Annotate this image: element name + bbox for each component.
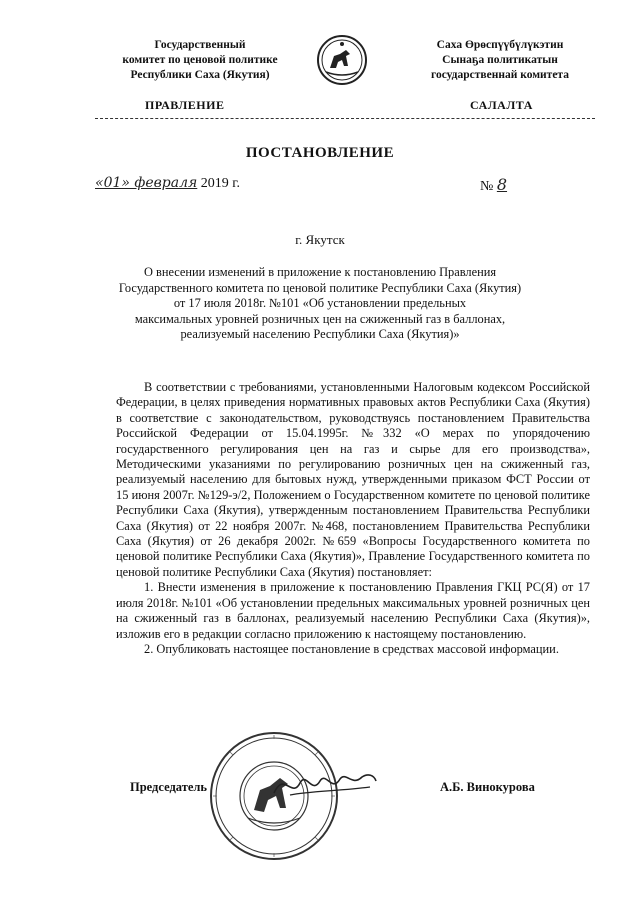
header-right-org	[400, 38, 600, 83]
signatory-title: Председатель	[130, 780, 208, 794]
subject-line: О внесении изменений в приложение к постановлению Правления	[143, 265, 497, 279]
document-title: ПОСТАНОВЛЕНИЕ	[245, 145, 395, 161]
document-date	[95, 175, 240, 192]
header-divider	[95, 118, 595, 119]
header-left-org	[100, 38, 300, 83]
header-left-line: Государственный	[154, 39, 246, 51]
header-right-dept: САЛАЛТА	[470, 98, 533, 112]
header-right-line: Сынаҕа политикатын	[442, 54, 558, 66]
header-left-dept: ПРАВЛЕНИЕ	[145, 98, 225, 112]
document-subject	[80, 265, 560, 343]
number-prefix: №	[480, 179, 494, 194]
subject-line: максимальных уровней розничных цен на сжиженный газ в баллонах,	[134, 311, 506, 326]
date-year: 2019 г.	[200, 176, 240, 191]
subject-line: реализуемый населению Республики Саха (Якутия)»	[180, 327, 460, 342]
date-handwritten: «01» февраля	[95, 175, 198, 191]
header-right-line: Саха Өрөспүүбүлүкэтин	[436, 39, 564, 51]
signatory-name: А.Б. Винокурова	[440, 780, 535, 794]
subject-line: от 17 июля 2018г. №101 «Об установлении предельных	[173, 296, 467, 311]
sakha-coat-of-arms-icon	[316, 34, 368, 86]
document-city: г. Якутск	[295, 232, 345, 247]
subject-line: Государственного комитета по ценовой политике Республики Саха (Якутия)	[118, 280, 522, 295]
body-paragraph: 2. Опубликовать настоящее постановление в средствах массовой информации.	[144, 641, 559, 656]
number-handwritten: 8	[496, 175, 508, 194]
header-left-line: Республики Саха (Якутия)	[130, 69, 270, 81]
header-right-line: государственнай комитета	[431, 69, 569, 81]
document-number	[480, 175, 507, 195]
document-body	[116, 380, 590, 657]
body-paragraph: 1. Внести изменения в приложение к постановлению Правления ГКЦ РС(Я) от 17 июля 2018г. №101 «Об установлении предельных максимальных уровней розничных цен на сжиженный газ в баллонах, реализуемый населению Республики Саха (Якутия)», изложив его в редакции согласно приложению к настоящему постановлению.	[116, 580, 590, 641]
handwritten-signature-icon	[270, 765, 380, 805]
header-left-line: комитет по ценовой политике	[122, 54, 278, 66]
body-paragraph: В соответствии с требованиями, установленными Налоговым кодексом Российской Федерации, в целях приведения нормативных правовых актов Республики Саха (Якутия) в соответствие с законодательством, руководствуясь постановлением Правительства Российской Федерации от 15.04.1995г. №332 «О мерах по упорядочению государственного регулирования цен на газ и сырье для его производства», Методическими указаниями по регулированию розничных цен на сжиженный газ, реализуемый населению для бытовых нужд, утвержденными приказом ФСТ России от 15 июня 2007г. №129-э/2, Положением о Государственном комитете по ценовой политике Республики Саха (Якутия), утвержденным постановлением Правительства Республики Саха (Якутия) от 22 ноября 2007г. №468, постановлением Правительства Республики Саха (Якутия) от 26 декабря 2002г. №659 «Вопросы Государственного комитета по ценовой политике Республики Саха (Якутия)», Правление Государственного комитета по ценовой политике Республики Саха (Якутия) постановляет:	[116, 380, 590, 579]
